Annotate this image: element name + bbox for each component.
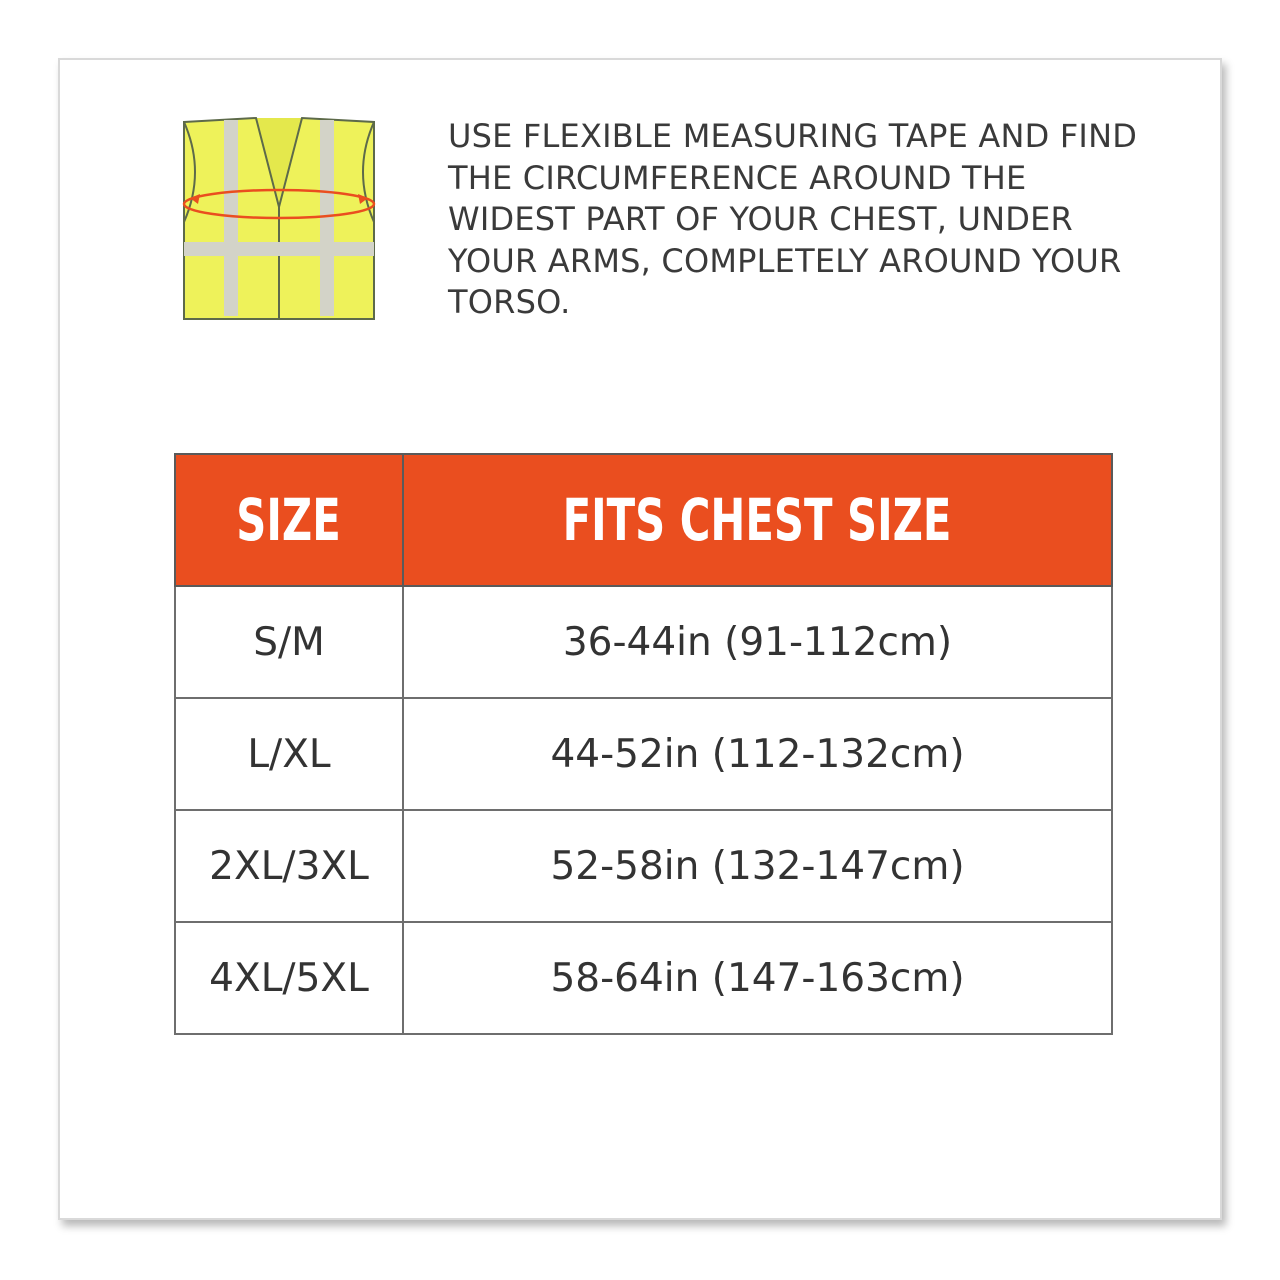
table-row [175,922,1112,1034]
table-row [175,698,1112,810]
table-header-row [175,454,1112,586]
size-cell: 4XL/5XL [175,922,403,1034]
column-header-chest-size: FITS CHEST SIZE [403,454,1112,586]
chest-size-cell: 44-52in (112-132cm) [403,698,1112,810]
chest-size-cell: 36-44in (91-112cm) [403,586,1112,698]
size-cell: L/XL [175,698,403,810]
chest-size-cell: 58-64in (147-163cm) [403,922,1112,1034]
table-row [175,810,1112,922]
size-cell: S/M [175,586,403,698]
size-cell: 2XL/3XL [175,810,403,922]
size-chart-table [174,453,1113,1035]
measuring-instructions: USE FLEXIBLE MEASURING TAPE AND FIND THE CIRCUMFERENCE AROUND THE WIDEST PART OF YOUR CHEST, UNDER YOUR ARMS, COMPLETELY AROUND YOUR TORSO. [448,117,1138,321]
chest-size-cell: 52-58in (132-147cm) [403,810,1112,922]
column-header-size: SIZE [175,454,403,586]
size-chart-card [58,58,1222,1220]
safety-vest-icon [176,112,382,324]
table-row [175,586,1112,698]
